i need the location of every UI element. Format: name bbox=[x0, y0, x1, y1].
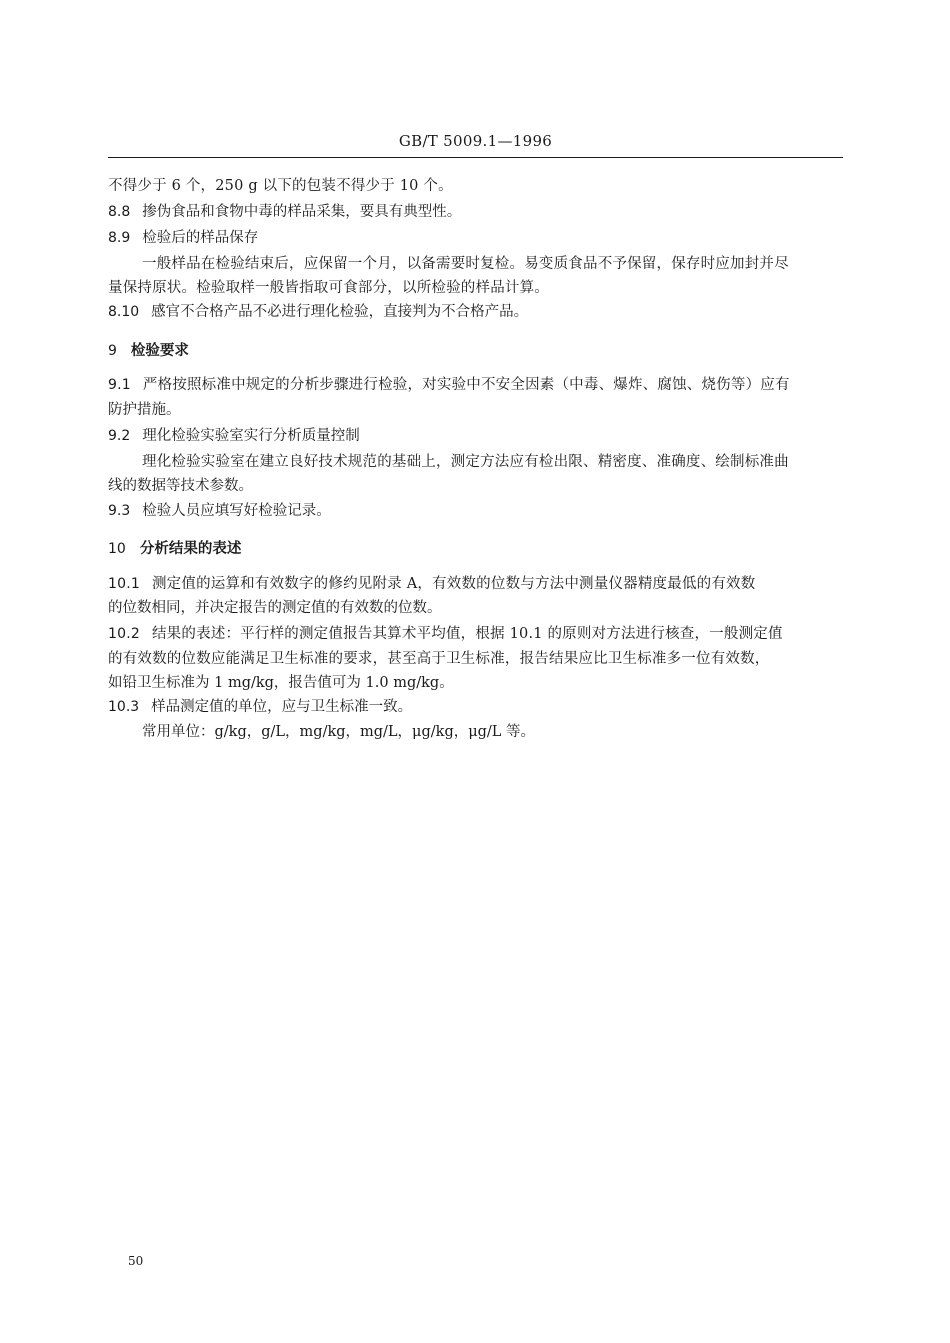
clause-10-2 bbox=[108, 624, 843, 644]
clause-text: 感官不合格产品不必进行理化检验，直接判为不合格产品。 bbox=[151, 304, 529, 320]
clause-10-1 bbox=[108, 574, 843, 594]
paragraph-line: 常用单位：g/kg，g/L，mg/kg，mg/L，μg/kg，μg/L 等。 bbox=[142, 724, 536, 740]
clause-number: 9.3 bbox=[108, 503, 131, 519]
clause-text: 测定值的运算和有效数字的修约见附录 A，有效数的位数与方法中测量仪器精度最低的有效数 bbox=[151, 576, 756, 592]
paragraph-line: 的有效数的位数应能满足卫生标准的要求，甚至高于卫生标准，报告结果应比卫生标准多一位有效数， bbox=[108, 651, 770, 667]
paragraph-line: 量保持原状。检验取样一般皆指取可食部分，以所检验的样品计算。 bbox=[108, 280, 549, 296]
paragraph-line: 线的数据等技术参数。 bbox=[108, 478, 253, 494]
clause-10-3 bbox=[108, 697, 843, 717]
section-heading-9 bbox=[108, 341, 843, 361]
clause-text: 检验人员应填写好检验记录。 bbox=[142, 503, 331, 519]
paragraph-line: 理化检验实验室在建立良好技术规范的基础上，测定方法应有检出限、精密度、准确度、绘制标准曲 bbox=[142, 454, 789, 470]
clause-text: 样品测定值的单位，应与卫生标准一致。 bbox=[151, 699, 413, 715]
clause-text: 检验后的样品保存 bbox=[142, 230, 259, 246]
section-title: 分析结果的表述 bbox=[139, 541, 242, 557]
continuation-line: 不得少于 6 个，250 g 以下的包装不得少于 10 个。 bbox=[108, 178, 453, 194]
section-heading-10 bbox=[108, 539, 843, 559]
clause-8-8 bbox=[108, 202, 843, 222]
paragraph-line: 的位数相同，并决定报告的测定值的有效数的位数。 bbox=[108, 600, 442, 616]
paragraph-line: 如铅卫生标准为 1 mg/kg，报告值可为 1.0 mg/kg。 bbox=[108, 675, 454, 691]
clause-9-3 bbox=[108, 501, 843, 521]
clause-number: 8.9 bbox=[108, 230, 131, 246]
clause-number: 8.8 bbox=[108, 204, 131, 220]
section-title: 检验要求 bbox=[130, 343, 189, 359]
clause-9-1 bbox=[108, 375, 843, 395]
clause-number: 9.1 bbox=[108, 377, 131, 393]
section-number: 10 bbox=[108, 541, 126, 557]
clause-number: 10.2 bbox=[108, 626, 140, 642]
clause-number: 8.10 bbox=[108, 304, 140, 320]
clause-9-2 bbox=[108, 426, 843, 446]
section-number: 9 bbox=[108, 343, 117, 359]
paragraph-line: 防护措施。 bbox=[108, 402, 181, 418]
standard-code-header: GB/T 5009.1—1996 bbox=[398, 132, 553, 150]
paragraph-line: 一般样品在检验结束后，应保留一个月，以备需要时复检。易变质食品不予保留，保存时应加封并尽 bbox=[142, 256, 789, 272]
clause-number: 9.2 bbox=[108, 428, 131, 444]
clause-number: 10.3 bbox=[108, 699, 140, 715]
clause-8-9 bbox=[108, 228, 843, 248]
header-rule bbox=[108, 157, 843, 158]
page-number: 50 bbox=[128, 1254, 144, 1268]
clause-number: 10.1 bbox=[108, 576, 140, 592]
clause-8-10 bbox=[108, 302, 843, 322]
clause-text: 严格按照标准中规定的分析步骤进行检验，对实验中不安全因素（中毒、爆炸、腐蚀、烧伤等）应有 bbox=[142, 377, 790, 393]
clause-text: 掺伪食品和食物中毒的样品采集，要具有典型性。 bbox=[142, 204, 462, 220]
clause-text: 理化检验实验室实行分析质量控制 bbox=[142, 428, 360, 444]
clause-text: 结果的表述：平行样的测定值报告其算术平均值，根据 10.1 的原则对方法进行核查，一般测定值 bbox=[151, 626, 783, 642]
